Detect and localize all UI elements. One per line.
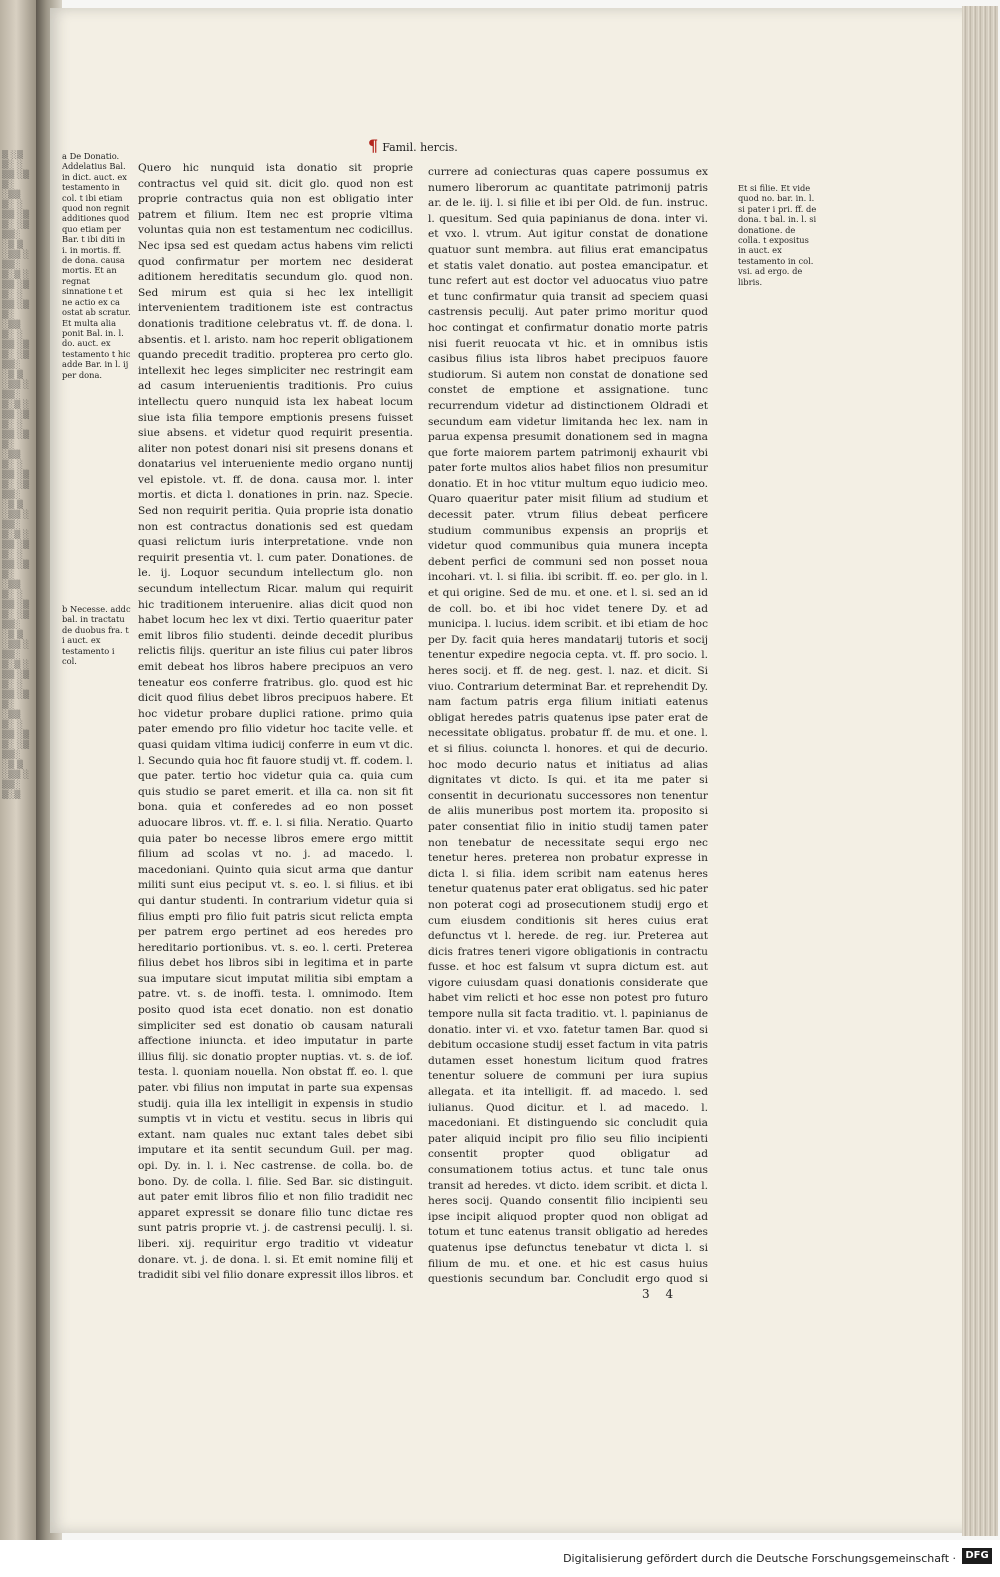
header-title: Famil. hercis. [382, 141, 458, 154]
text-column-right-body: currere ad coniecturas quas capere possumus ex numero liberorum ac quantitate patrimonij patris ar. de le. iij. l. si filie et ibi per Old. de fun. instruc. l. quesitum. Sed quia papinianus de dona. inter vi. et vxo. l. vtrum. Aut igitur constat de donatione quatuor sunt membra. aut filius erat emancipatus et statis valet donatio. aut postea emancipatur. et tunc refert aut est doctor vel aduocatus viuo patre et tunc confirmatur quia transit ad speciem quasi castrensis peculij. Aut pater primo moritur quod hoc contingat et confirmatur donatio morte patris nisi fuerit reuocata vt hic. et in omnibus istis casibus filius ista libros habet precipuos fauore studiorum. Si autem non constat de donatione sed constet de emptione et assignatione. tunc recurrendum videtur ad distinctionem Oldradi et secundum eam videtur limitanda hec lex. nam in parua expensa presumit donationem sed in magna que forte maiorem partem patrimonij exhaurit vbi pater forte multos alios habet filios non presumitur donatio. Et in hoc vtitur multum equo iudicio meo. Quaro quaeritur pater misit filium ad studium et decessit pater. vtrum filius debeat perficere studium communibus expensis an proprijs et videtur quod communibus quia munera incepta debent perfici de communi sed non posset noua incohari. vt. l. si filia. ibi scribit. ff. eo. per glo. in l. et qui origine. Sed de mu. et one. et l. si. sed an id de coll. bo. et ibi hoc videt tenere Dy. et ad municipa. l. lucius. idem scribit. et ibi etiam de hoc per Dy. facit quia heres mandatarij tutoris et socij tenentur expedire negocia cepta. vt. ff. pro socio. l. heres socij. et ff. de neg. gest. l. naz. et dicit. Si viuo. Contrarium determinat Bar. et reprehendit Dy. nam factum patris erga filium initiati eatenus obligat heredes patris quatenus ipse pater erat de necessitate obligatus. probatur ff. de mu. et one. l. et si filius. coiuncta l. honores. et qui de decurio. hoc modo decurio natus et initiatus ad alias dignitates vt dicto. Is qui. et ita me pater si consentit in decurionatu successores non tenentur de aliis muneribus post mortem ita. proposito si pater consentiat filio in initio studij tamen pater non tenebatur de necessitate sequi ergo nec tenetur heres. preterea non probatur expresse in dicta l. si filia. idem scribit nam eatenus heres tenetur quatenus pater erat obligatus. sed hic pater non poterat cogi ad prosecutionem studij ergo et cum eiusdem conditionis sit heres cuius erat defunctus vt l. herede. de reg. iur. Preterea aut dicis fratres teneri vigore obligationis in contractu fusse. et hoc est falsum vt supra dictum est. aut vigore cuiusdam quasi donationis considerate que habet vim relicti et hoc esse non potest pro futuro tempore nulla sit facta traditio. vt. l. papinianus de donatio. inter vi. et vxo. fatetur tamen Bar. quod si debitum occasione studij esset factum in vita patris dutamen esset honestum licitum quod fratres tenentur soluere de communi per iura supius allegata. et ita intelligit. ff. ad macedo. l. sed iulianus. Quod dicitur. et l. ad macedo. l. macedoniani. Et distinguendo sic concludit quia pater aliquid incipit pro filio seu filio incipienti consentit propter quod obligatur ad consumationem totius actus. et tunc tale onus transit ad heredes. vt dicto. idem scribit. et dicta l. heres socij. Quando consentit filio incipienti seu ipse incipit aliquod propter quod non obligat ad totum et tunc eatenus transit obligatio ad heredes quatenus ipse defunctus tenebatur vt dicta l. si filium de mu. et one. et hic est casus huius questionis secundum bar. Concludit ergo quod si [428, 166, 708, 1285]
dfg-logo: DFG [962, 1548, 992, 1564]
margin-note-b-text: b Necesse. addc bal. in tractatu de duobus fra. t i auct. ex testamento i col. [62, 604, 131, 667]
margin-note-c [738, 183, 818, 293]
text-column-right [428, 165, 708, 1285]
margin-note-b [62, 604, 132, 684]
margin-note-c-text: Et si filie. Et vide quod no. bar. in. l. si pater i pri. ff. de dona. t bal. in. l. si donatione. de colla. t expositus in auct. ex testamento in col. vsi. ad ergo. de libris. [738, 183, 817, 287]
left-facing-page [0, 0, 36, 1577]
signature-mark: 3 4 [642, 1287, 680, 1301]
left-page-bleed-text: ▒ ░▒ ▒░ ░ ▒▒ ░▒ ▒░ ░▒▒ ▒░ ░ ▒▒ ░▒ ▒░ ░▒ ▒▒░ ░▒ ▒ ░▒▒ ░ ▒▒░ ▒░▒ ░ ▒▒ ░▒ ▒░ ░ ▒▒ ░▒ ▒░ ░▒▒ ▒░ ░ ▒▒ ░▒ ▒░ ░▒ ▒▒░ ░▒ ▒ ░▒▒ ░ ▒▒░ ▒░▒ ░ ▒▒ ░▒ ▒░ ░ ▒▒ ░▒ ▒░ ░▒▒ ▒░ ░ ▒▒ ░▒ ▒░ ░▒ ▒▒░ ░▒ ▒ ░▒▒ ░ ▒▒░ ▒░▒ ░ ▒▒ ░▒ ▒░ ░ ▒▒ ░▒ ▒░ ░▒▒ ▒░ ░ ▒▒ ░▒ ▒░ ░▒ ▒▒░ ░▒ ▒ ░▒▒ ░ ▒▒░ ▒░▒ ░ ▒▒ ░▒ ▒░ ░ ▒▒ ░▒ ▒░ ░▒▒ ▒░ ░ ▒▒ ░▒ ▒░ ░▒ ▒▒░ ░▒ ▒ ░▒▒ ░ ▒▒░ ▒░▒ [2, 150, 30, 799]
pilcrow-icon: ¶ [368, 136, 379, 155]
margin-note-a-text: a De Donatio. Addelatius Bal. in dict. auct. ex testamento in col. t ibi etiam quod non regnit additiones quod quo etiam per Bar. t ibi diti in i. in mortis. ff. de dona. causa mortis. Et an regnat sinnatione t et ne actio ex ca ostat ab scratur. Et multa alia ponit Bal. in. l. do. auct. ex testamento t hic adde Bar. in l. ij per dona. [62, 151, 131, 380]
margin-note-a [62, 151, 132, 451]
running-header [368, 136, 458, 155]
funding-notice: Digitalisierung gefördert durch die Deutsche Forschungsgemeinschaft · [563, 1552, 956, 1565]
text-column-left-body: Quero hic nunquid ista donatio sit proprie contractus vel quid sit. dicit glo. quod non est proprie contractus quia non est obligatio inter patrem et filium. Item nec est proprie vltima voluntas quia non est testamentum nec codicillus. Nec ipsa sed est quedam actus habens vim relicti quod confirmatur per mortem nec desiderat aditionem hereditatis secundum glo. quod non. Sed mirum est quia si hec lex intelligit intervenientem traditionem iste est contractus donationis traditione celebratus vt. ff. de dona. l. absentis. et l. aristo. nam hoc reperit obligationem quando precedit traditio. propterea pro certo glo. intellexit hec leges simpliciter nec restringit eam ad casum interuenientis traditionis. Pro cuius intellectu quero nunquid ista lex habeat locum siue ista filia tempore emptionis presens fuisset siue absens. et videtur quod requirit presentia. aliter non potest donari nisi sit presens donans et donatarius vel interueniente medio organo nuntij vel epistole. vt. ff. de dona. causa mor. l. inter mortis. et dicta l. donationes in prin. naz. Specie. Sed non requirit peritia. Quia proprie ista donatio non est contractus donationis sed est quedam quasi relictum iuris interpretatione. vnde non requirit presentia vt. l. cum pater. Donationes. de le. ij. Loquor secundum intellectum glo. non secundum intellectum Ricar. malum qui requirit hic traditionem interuenire. alias dicit quod non habet locum hec lex vt dixi. Tertio quaeritur pater emit libros filio studenti. deinde decedit pluribus relictis filijs. queritur an iste filius cui pater libros emit debeat hos libros habere precipuos an vero teneatur eos conferre fratribus. glo. quod est hic dicit quod filius debet libros precipuos habere. Et hoc videtur probare duplici ratione. primo quia pater emendo pro filio videtur hoc tacite velle. et quasi quidam vltima iudicij conferre in eum vt dic. l. Secundo quia hoc fit fauore studij vt. ff. codem. l. que pater. tertio hoc videtur quia ca. quia cum quis studio se paret emerit. et illa ca. non sit fit bona. quia et conferedes ad eo non posset aduocare libros. vt. ff. e. l. si filia. Neratio. Quarto quia pater bo necesse libros emere ergo mittit filium ad scolas vt no. j. ad macedo. l. macedoniani. Quinto quia sicut arma que dantur militi sunt eius peciput vt. s. eo. l. si filius. et ibi qui dantur studenti. In contrarium videtur quia si filius empti pro filio fuit patris sicut relicta empta per patrem ergo pertinet ad eos heredes pro hereditario portionibus. vt. s. eo. l. certi. Preterea filius debet hos libros sibi in legitima et in parte sua imputare sicut imputat militia sibi emptam a patre. vt. s. de inoffi. testa. l. omnimodo. Item posito quod ista ecet donatio. non est donatio simpliciter sed est donatio ob causam naturali affectione iniuncta. et ideo imputatur in parte illius filij. sic donatio propter nuptias. vt. s. de iof. testa. l. quoniam nouella. Non obstat ff. eo. l. que pater. vbi filius non imputat in parte sua expensas studij. quia illa lex intelligit in expensis in studio sumptis vt in victu et vestitu. secus in libris qui extant. nam quales nuc extant tales debet sibi imputare et ita sentit secundum Guil. per mag. opi. Dy. in. l. i. Nec castrense. de colla. bo. de bono. Dy. de colla. l. filie. Sed Bar. sic distinguit. aut pater emit libros filio et non filio tradidit nec apparet expressit se donare filio tunc dictae res sunt patris proprie vt. j. de castrensi peculij. l. si. liberi. xij. requiritur ergo traditio vt videatur donare. vt. j. de dona. l. si. Et emit nomine filij et tradidit sibi vel filio donare expressit illos libros. et [138, 162, 413, 1282]
text-column-left [138, 161, 413, 1286]
page-edges [962, 6, 998, 1536]
